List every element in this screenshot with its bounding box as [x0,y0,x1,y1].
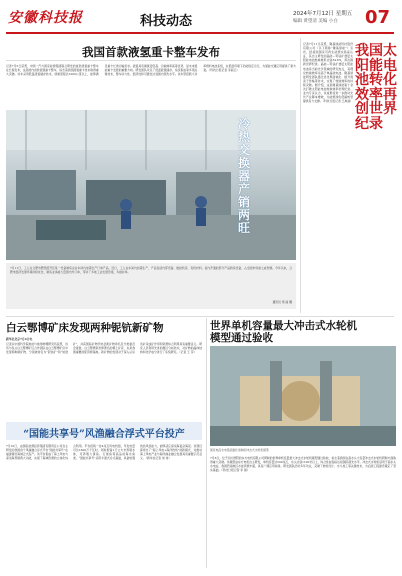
article-body: 7月8日，位于四川德阳的东方电机有限公司研制的世界单机容量最大冲击式水轮机模型通过验收，标志着我国在高水头大容量冲击式水轮机研制方面取得重大突破。该模型由东方电机自主研发，单机容量达500兆瓦，水头达到1100米以上，综合性能指标达到国际领先水平。冲击式水轮机适用于高水头水电站，我国西南地区水能资源丰富，具有广阔应用前景。研发团队历时多年攻关，突破了转轮设计、水斗加工等关键技术，为后续工程建设奠定了坚实基础。（科技日报记者 李 晨） [210,456,396,473]
headline: 我国首款液氢重卡整车发布 [82,45,220,59]
masthead-logo: 安徽科技报 [8,10,83,26]
headline: “国能共享号”风渔融合浮式平台投产 [23,429,185,440]
turbine-model-illustration [210,346,396,446]
factory-scene-illustration [6,110,296,260]
article-water-turbine [210,318,396,570]
article-lead: 新华社北京7月4日电 [6,337,33,341]
section-divider [6,316,394,317]
article-solar-cell [303,38,396,313]
vertical-slogan: 冷热交换器产销两旺 [238,117,251,235]
masthead-editors: 编辑 黄望清 美编 小白 [293,19,338,24]
vertical-headline: 我国太阳能电池转化效率再创世界纪录 [355,43,397,132]
headline-rule [6,60,296,61]
article-floating-platform [6,420,202,570]
column-divider [300,38,301,313]
turbine-photo [210,346,396,446]
headline: 白云鄂博矿床发现两种铌钪新矿物 [6,322,164,334]
article-body: 记者从中国科学院地质与地球物理研究所获悉，该所与包头白云鄂博矿区合作团队在白云鄂博矿床中发现两种新矿物，分别被命名为“铌钪矿”和“钪锆矿”，并获国际矿物学协会新矿物命名及分类委员会批准。白云鄂博是世界著名的稀土矿床，也是我国重要的铌资源基地。新矿物的发现对于深入认识该矿床成矿作用和资源综合利用具有重要意义。研究人员利用先进的微区分析技术，对矿物的晶体结构和化学成分进行了系统研究。（记者 王 萍） [6,342,202,355]
article-body: 记者7月11日获悉，隆基绿能科技股份有限公司（以下简称“隆基绿能”）宣布，经美国国家可再生能源实验室认证，其自主研发的晶硅—钙钛矿叠层太阳能电池转换效率达到34.6%，再次刷新世界纪录。晶硅—钙钛矿叠层太阳能电池是当前光伏领域的研究热点，其理论转换效率远高于单晶硅电池。隆基绿能研发团队通过优化界面钝化、提升载流子传输等技术，实现了转换效率的持续突破。据介绍，这是隆基绿能第十余次打破太阳能电池转换效率世界纪录。业内专家认为，该成果将进一步推动光伏产业降本增效，为能源绿色低碳转型提供有力支撑。（科技日报记者 王禹涵） [303,42,353,104]
photo-credit: 通讯员 郑 丽 摄 [272,300,292,304]
column-divider [206,318,207,568]
article-body: 记者7月5日获悉，中国一汽与国家能源集团联合研发的首款液氢重卡整车在长春发布，这是国内首款液氢重卡整车，标志着我国液氢重卡技术取得重大突破。该车采用低温液氢储存技术，续航里程达1000公里以上，能够满足重卡长途运输需求。液氢具有储氢密度高、运输效率高等优势，是未来氢能重卡发展的重要方向。研发团队攻克了低温液氢储存、系统集成等多项关键技术，整车动力性、经济性和可靠性达到国内领先水平。该车型搭载大功率燃料电池系统，在低温环境下仍能稳定运行，为氢能交通应用提供了新方案。（科技日报记者 李丽云） [6,64,296,77]
article-body: 7月10日，由国家能源投资集团有限责任公司自主研发的我国首个风渔融合浮式平台“国能共享号”在福建莆田海域正式投产。该平台集成了海上风电与深远海养殖两大功能，实现了海域资源的立体化综合利用。平台搭载一台4兆瓦风电机组，年发电量可达1600万千瓦时，同时配备1万立方米养殖水体，可养殖大黄鱼、石斑鱼等高品质海水鱼类。“国能共享号”采用半潜式浮式基础，具备较强的抗风浪能力，能够适应深远海复杂海况。该项目探索出了“海上风电+海洋牧场”的新模式，对推动海上风电产业与海洋渔业融合发展具有重要示范意义。（新华社记者 刘 伟） [6,444,202,461]
factory-photo [6,110,296,260]
page-number: 07 [365,7,391,28]
section-title: 科技动态 [140,14,193,29]
article-hydrogen-truck [6,38,296,313]
photo-caption: 7月11日，工人在合肥市肥西经开区某一设备制造企业车间内加紧生产订单产品。近日，工人在车间内加紧生产，产品包括内部设备、数控机床、有机材料。省内开通的部分产品新线设备，占全国市场逾七成份额。今年以来，合肥市经济发展环境持续优化，制造业承接大量国内外订单，带动了多地工业发展迅速，多措并举。 [10,266,292,275]
masthead-date: 2024年7月12日 星期五 [293,11,353,17]
masthead-rule [6,32,394,34]
article-new-minerals [6,318,202,418]
headline: 世界单机容量最大冲击式水轮机模型通过验收 [210,320,357,344]
photo-caption: 国家电投水电集团委托承制的冲击式水轮机模型 [210,448,269,452]
